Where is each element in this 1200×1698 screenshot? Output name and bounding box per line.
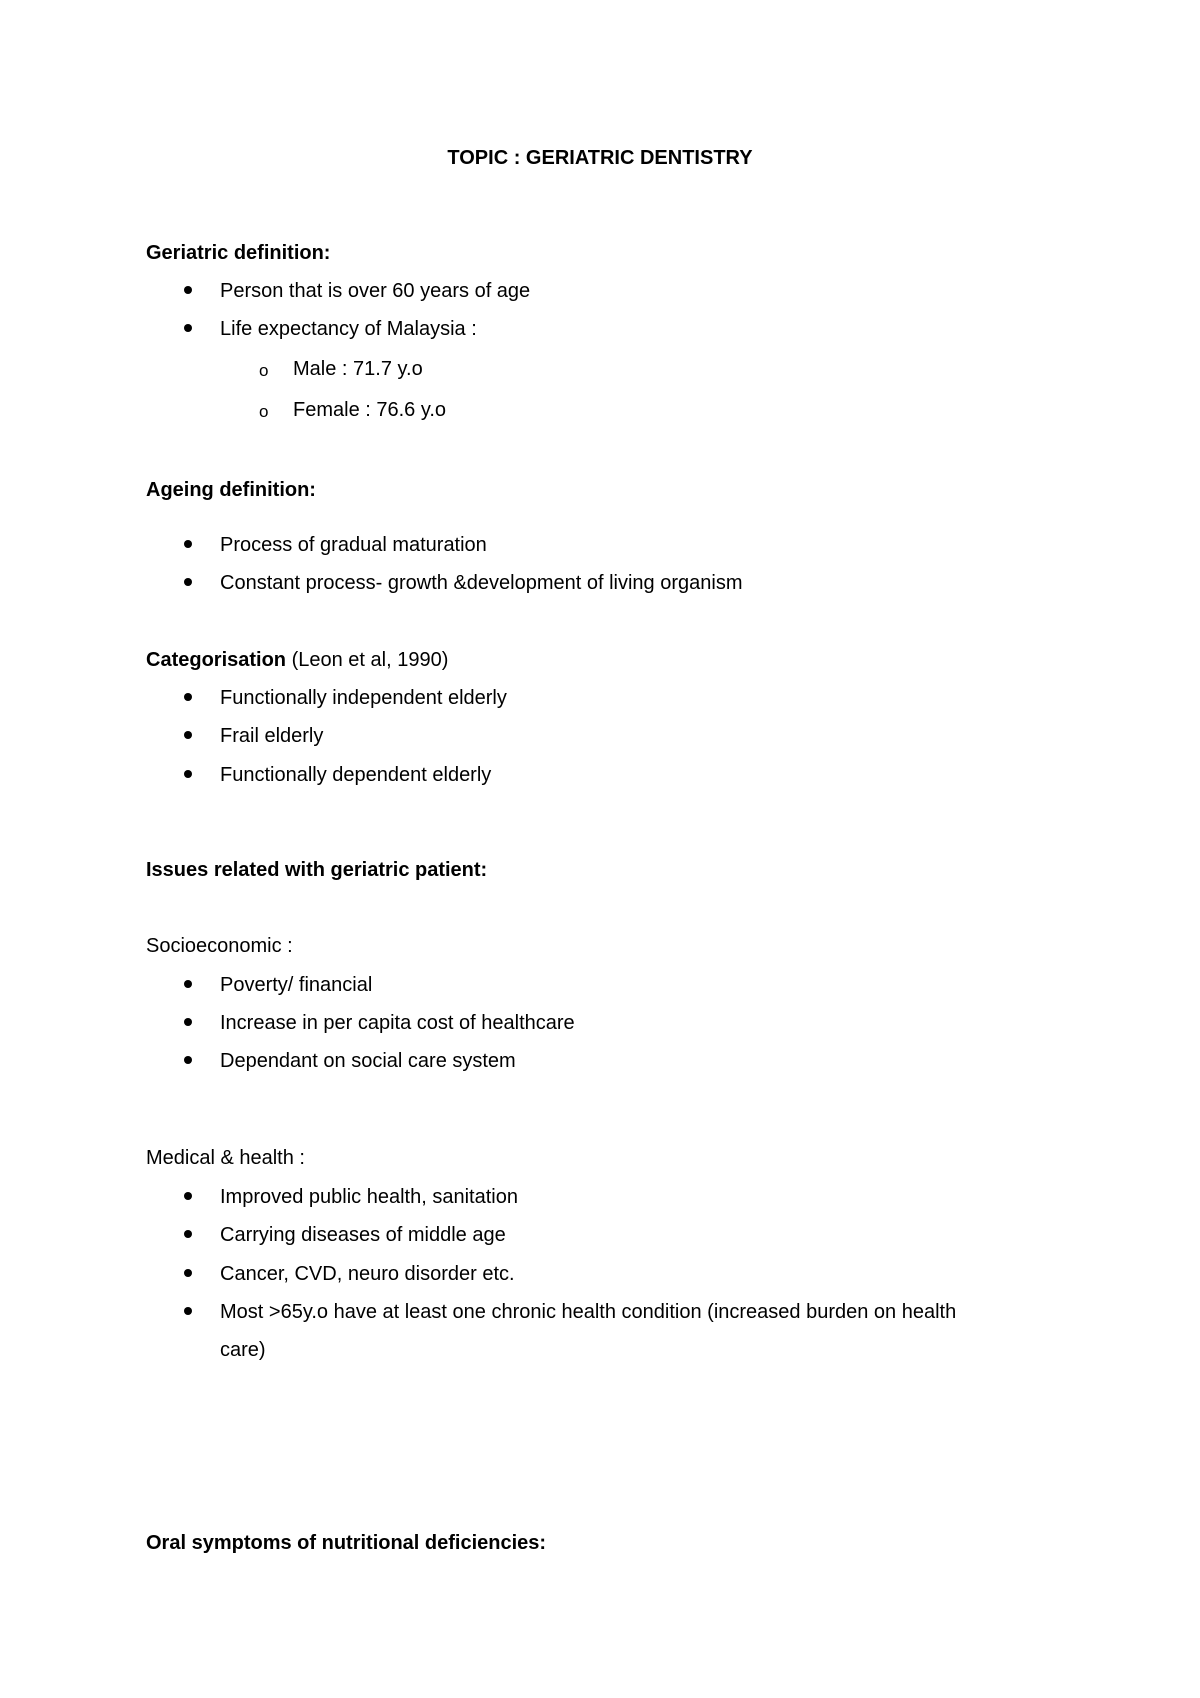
list-item: Process of gradual maturation	[220, 534, 487, 556]
bullet-icon	[184, 1192, 192, 1200]
list-item: Cancer, CVD, neuro disorder etc.	[220, 1263, 515, 1285]
bullet-icon	[184, 1230, 192, 1238]
list-item: Most >65y.o have at least one chronic health condition (increased burden on health	[220, 1301, 957, 1323]
page-title: TOPIC : GERIATRIC DENTISTRY	[447, 147, 753, 169]
socioeconomic-heading: Socioeconomic :	[146, 935, 293, 957]
bullet-icon	[184, 1307, 192, 1315]
list-item: Increase in per capita cost of healthcare	[220, 1012, 575, 1034]
list-item: Carrying diseases of middle age	[220, 1224, 506, 1246]
bullet-icon	[184, 1056, 192, 1064]
categorisation-citation: (Leon et al, 1990)	[291, 649, 449, 671]
bullet-icon	[184, 324, 192, 332]
bullet-icon	[184, 1018, 192, 1026]
list-item: Functionally independent elderly	[220, 687, 507, 709]
list-item: Life expectancy of Malaysia :	[220, 318, 477, 340]
issues-heading: Issues related with geriatric patient:	[146, 859, 488, 881]
bullet-icon	[184, 693, 192, 701]
list-item: Dependant on social care system	[220, 1050, 516, 1072]
list-item: Poverty/ financial	[220, 974, 373, 996]
sub-bullet-icon: o	[259, 361, 269, 380]
categorisation-heading-line	[146, 647, 448, 673]
categorisation-heading: Categorisation	[146, 649, 287, 671]
bullet-icon	[184, 578, 192, 586]
list-item: Constant process- growth &development of living organism	[220, 572, 743, 594]
geriatric-definition-heading: Geriatric definition:	[146, 242, 331, 264]
sub-bullet-icon: o	[259, 402, 269, 421]
sub-list-item: Female : 76.6 y.o	[293, 399, 447, 421]
bullet-icon	[184, 731, 192, 739]
sub-list-item: Male : 71.7 y.o	[293, 358, 423, 380]
medical-health-heading: Medical & health :	[146, 1147, 305, 1169]
list-item: Person that is over 60 years of age	[220, 280, 531, 302]
bullet-icon	[184, 770, 192, 778]
list-item: Functionally dependent elderly	[220, 764, 492, 786]
list-item: Frail elderly	[220, 725, 324, 747]
bullet-icon	[184, 1269, 192, 1277]
list-item: Improved public health, sanitation	[220, 1186, 518, 1208]
ageing-definition-heading: Ageing definition:	[146, 479, 316, 501]
list-item-continuation: care)	[220, 1339, 266, 1361]
bullet-icon	[184, 980, 192, 988]
bullet-icon	[184, 540, 192, 548]
oral-symptoms-heading: Oral symptoms of nutritional deficiencies:	[146, 1532, 547, 1554]
bullet-icon	[184, 286, 192, 294]
